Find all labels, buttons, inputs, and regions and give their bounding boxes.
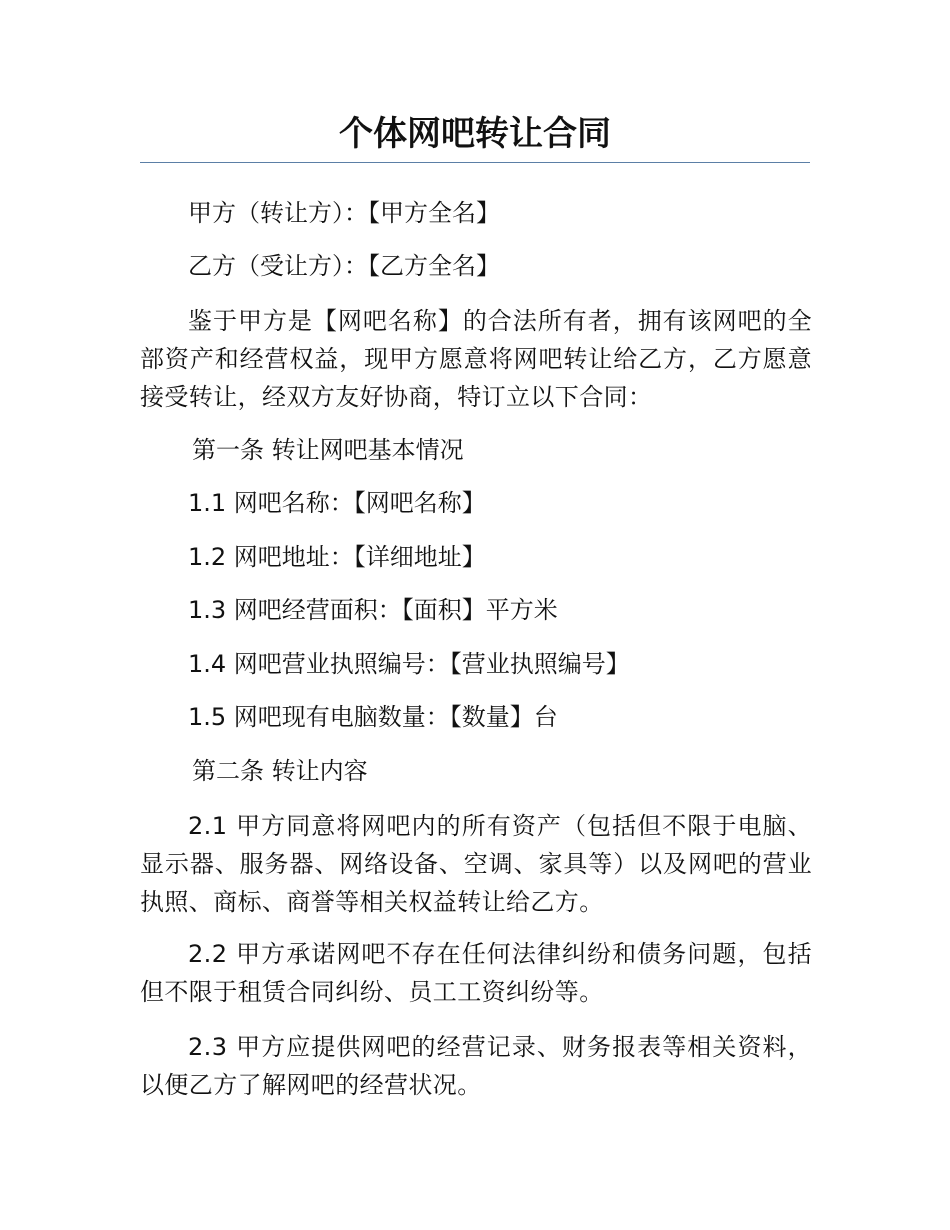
article-1-item: 1.4 网吧营业执照编号：【营业执照编号】	[188, 650, 630, 678]
preamble-paragraph: 鉴于甲方是【网吧名称】的合法所有者，拥有该网吧的全部资产和经营权益，现甲方愿意将网吧转让给乙方，乙方愿意接受转让，经双方友好协商，特订立以下合同：	[140, 307, 812, 411]
party-a-line: 甲方（转让方）：【甲方全名】	[188, 199, 500, 227]
clause-2-2: 2.2 甲方承诺网吧不存在任何法律纠纷和债务问题，包括但不限于租赁合同纠纷、员工工资纠纷等。	[140, 940, 812, 1006]
party-b-line: 乙方（受让方）：【乙方全名】	[188, 252, 500, 280]
article-1-item: 1.1 网吧名称：【网吧名称】	[188, 489, 486, 517]
article-1-item: 1.5 网吧现有电脑数量：【数量】台	[188, 703, 558, 731]
article-1-item: 1.2 网吧地址：【详细地址】	[188, 543, 486, 571]
article-1-heading: 第一条 转让网吧基本情况	[192, 436, 464, 464]
clause-2-1: 2.1 甲方同意将网吧内的所有资产（包括但不限于电脑、显示器、服务器、网络设备、空调、家具等）以及网吧的营业执照、商标、商誉等相关权益转让给乙方。	[140, 812, 812, 916]
article-2-heading: 第二条 转让内容	[192, 757, 368, 785]
title-underline	[140, 162, 810, 163]
document-title: 个体网吧转让合同	[339, 114, 611, 154]
article-1-item: 1.3 网吧经营面积：【面积】平方米	[188, 596, 558, 624]
clause-2-3: 2.3 甲方应提供网吧的经营记录、财务报表等相关资料，以便乙方了解网吧的经营状况。	[140, 1033, 812, 1099]
